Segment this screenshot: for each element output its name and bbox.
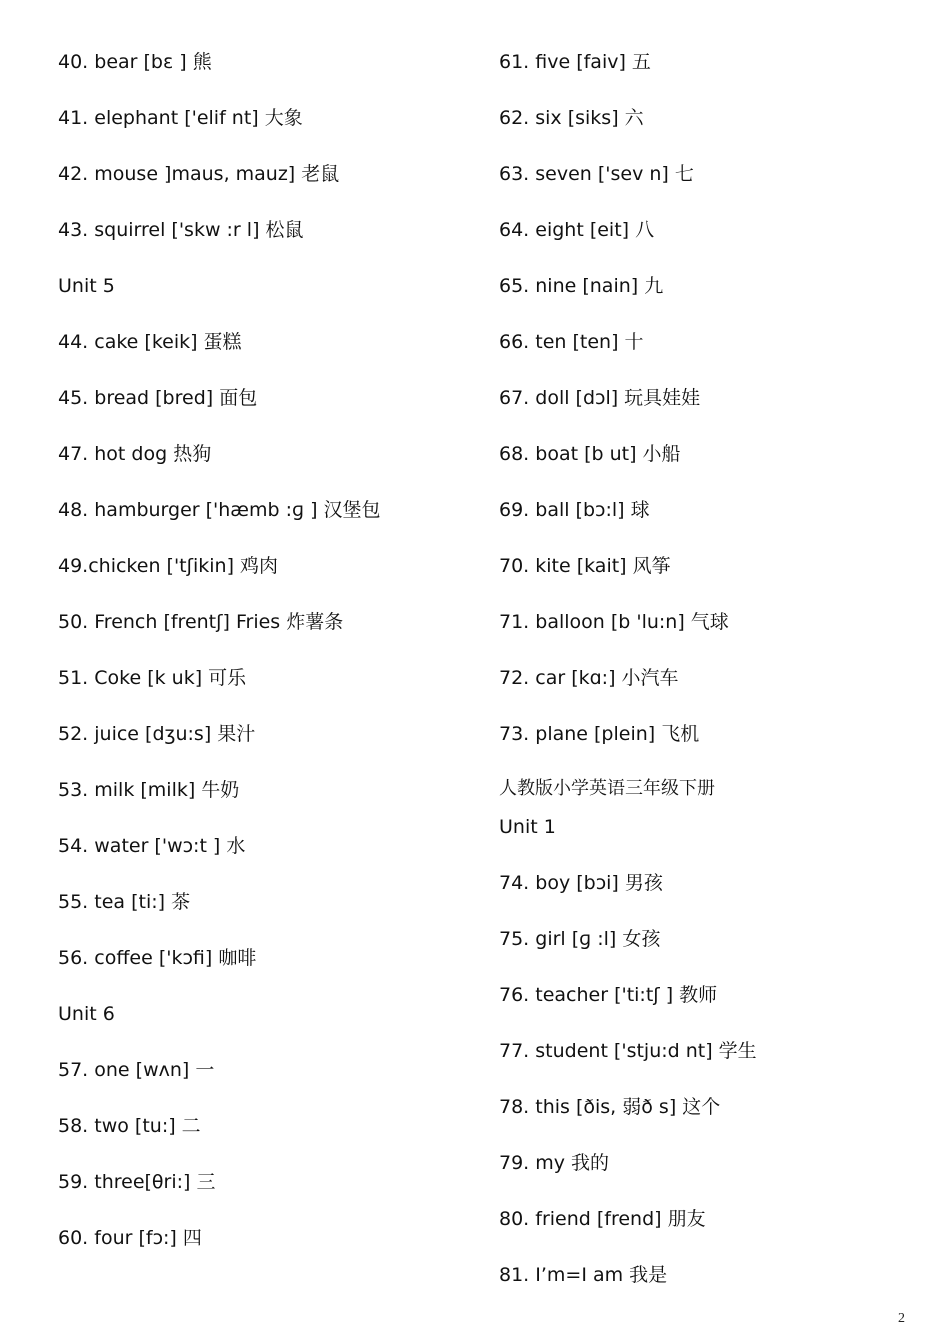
vocabulary-entry: 69. ball [bɔ:l] 球 bbox=[499, 499, 650, 521]
vocabulary-entry: 55. tea [ti:] 茶 bbox=[58, 891, 191, 913]
vocabulary-entry: 80. friend [frend] 朋友 bbox=[499, 1208, 706, 1230]
vocabulary-entry: 66. ten [ten] 十 bbox=[499, 331, 644, 353]
vocabulary-entry: 40. bear [bɛ ] 熊 bbox=[58, 51, 212, 73]
vocabulary-entry: 53. milk [milk] 牛奶 bbox=[58, 779, 240, 801]
vocabulary-entry: 71. balloon [b 'lu:n] 气球 bbox=[499, 611, 729, 633]
vocabulary-entry: 76. teacher ['ti:tʃ ] 教师 bbox=[499, 984, 718, 1006]
page-number: 2 bbox=[898, 1311, 905, 1326]
vocabulary-entry: 41. elephant ['elif nt] 大象 bbox=[58, 107, 303, 129]
vocabulary-entry: 54. water ['wɔ:t ] 水 bbox=[58, 835, 246, 857]
vocabulary-entry: 70. kite [kait] 风筝 bbox=[499, 555, 671, 577]
vocabulary-entry: 51. Coke [k uk] 可乐 bbox=[58, 667, 247, 689]
vocabulary-entry: 43. squirrel ['skw :r l] 松鼠 bbox=[58, 219, 304, 241]
vocabulary-entry: 49.chicken ['tʃikin] 鸡肉 bbox=[58, 555, 279, 577]
vocabulary-entry: 61. five [faiv] 五 bbox=[499, 51, 651, 73]
vocabulary-entry: 59. three[θri:] 三 bbox=[58, 1171, 216, 1193]
vocabulary-entry: 48. hamburger ['hæmb :ɡ ] 汉堡包 bbox=[58, 499, 381, 521]
vocabulary-entry: 72. car [kɑ:] 小汽车 bbox=[499, 667, 679, 689]
vocabulary-entry: 52. juice [dʒu:s] 果汁 bbox=[58, 723, 256, 745]
vocabulary-entry: 73. plane [plein] 飞机 bbox=[499, 723, 700, 745]
vocabulary-entry: 64. eight [eit] 八 bbox=[499, 219, 655, 241]
vocabulary-entry: 68. boat [b ut] 小船 bbox=[499, 443, 681, 465]
vocabulary-entry: 77. student ['stju:d nt] 学生 bbox=[499, 1040, 757, 1062]
textbook-heading: 人教版小学英语三年级下册 bbox=[499, 778, 715, 799]
unit-heading: Unit 1 bbox=[499, 816, 556, 838]
vocabulary-entry: 60. four [fɔ:] 四 bbox=[58, 1227, 202, 1249]
vocabulary-entry: 75. girl [ɡ :l] 女孩 bbox=[499, 928, 661, 950]
unit-heading: Unit 6 bbox=[58, 1003, 115, 1025]
vocabulary-entry: 78. this [ðis, 弱ð s] 这个 bbox=[499, 1096, 721, 1118]
vocabulary-entry: 45. bread [bred] 面包 bbox=[58, 387, 258, 409]
vocabulary-entry: 81. I’m=I am 我是 bbox=[499, 1264, 668, 1286]
vocabulary-entry: 44. cake [keik] 蛋糕 bbox=[58, 331, 242, 353]
vocabulary-entry: 67. doll [dɔl] 玩具娃娃 bbox=[499, 387, 701, 409]
vocabulary-entry: 79. my 我的 bbox=[499, 1152, 610, 1174]
unit-heading: Unit 5 bbox=[58, 275, 115, 297]
vocabulary-entry: 57. one [wʌn] 一 bbox=[58, 1059, 215, 1081]
vocabulary-entry: 58. two [tu:] 二 bbox=[58, 1115, 201, 1137]
vocabulary-entry: 47. hot dog 热狗 bbox=[58, 443, 212, 465]
vocabulary-entry: 42. mouse ]maus, mauz] 老鼠 bbox=[58, 163, 340, 185]
vocabulary-entry: 74. boy [bɔi] 男孩 bbox=[499, 872, 663, 894]
vocabulary-entry: 65. nine [nain] 九 bbox=[499, 275, 664, 297]
vocabulary-entry: 63. seven ['sev n] 七 bbox=[499, 163, 694, 185]
vocabulary-entry: 56. coffee ['kɔfi] 咖啡 bbox=[58, 947, 257, 969]
vocabulary-entry: 62. six [siks] 六 bbox=[499, 107, 644, 129]
vocabulary-entry: 50. French [frentʃ] Fries 炸薯条 bbox=[58, 611, 344, 633]
